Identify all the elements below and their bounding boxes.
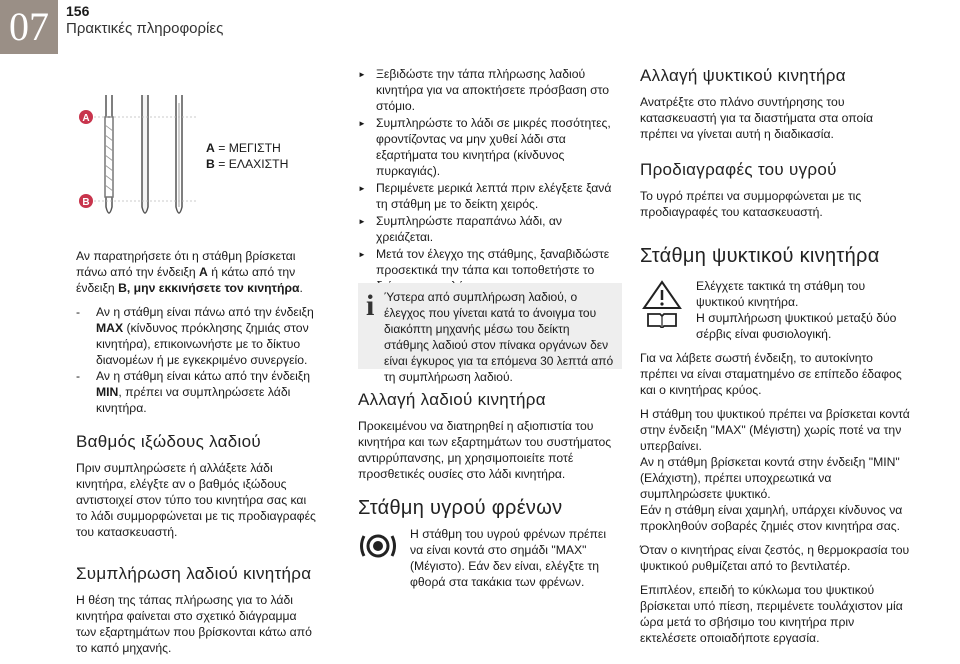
paragraph-viscosity: Πριν συμπληρώσετε ή αλλάξετε λάδι κινητήρα, ελέγξτε αν ο βαθμός ιξώδους αντιστοιχεί στον τύπο του κινητήρα σας και το λάδι συμμορφώνεται με τις προδιαγραφές του κατασκευαστή. <box>76 461 316 539</box>
info-text: Ύστερα από συμπλήρωση λαδιού, ο έλεγχος που γίνεται κατά το άνοιγμα του διακόπτη μηχανής μέσω του δείκτη στάθμης λαδιού στον πίνακα οργάνων δεν είναι έγκυρος για τα επόμενα 30 λεπτά από τη συμπλήρωση λαδιού. <box>384 290 614 384</box>
intro-paragraph <box>76 248 316 296</box>
brake-fluid-block <box>358 526 620 590</box>
legend-key-a: A <box>206 141 215 155</box>
column-2 <box>358 66 620 310</box>
list-item: ► Μετά τον έλεγχο της στάθμης, ξαναβιδώστε προσεκτικά την τάπα και τοποθετήστε το <box>358 246 620 294</box>
diagram-legend <box>206 140 288 172</box>
paragraph-fluid-spec: Το υγρό πρέπει να συμμορφώνεται με τις προδιαγραφές του κατασκευαστή. <box>640 189 862 219</box>
paragraph-oil-topup: Η θέση της τάπας πλήρωσης για το λάδι κινητήρα φαίνεται στο σχετικό διάγραμμα των εξαρτημάτων που βρίσκονται κάτω από το καπό μηχανής. <box>76 593 312 655</box>
intro-text: ή κάτω από την ένδειξη <box>76 265 296 295</box>
intro-bold: B <box>118 281 127 295</box>
paragraph-coolant-3: Όταν ο κινητήρας είναι ζεστός, η θερμοκρασία του ψυκτικού ρυθμίζεται από το βεντιλατέρ. <box>640 543 910 573</box>
bullet-text: Αν η στάθμη είναι πάνω από την ένδειξη <box>96 305 314 319</box>
paragraph-coolant-change: Ανατρέξτε στο πλάνο συντήρησης του κατασκευαστή για τα διαστήματα στα οποία πρέπει να γίνεται αυτή η διαδικασία. <box>640 95 874 141</box>
bullet-bold: MIN <box>96 385 119 399</box>
intro-text: Αν παρατηρήσετε ότι η στάθμη βρίσκεται πάνω από την ένδειξη <box>76 249 296 279</box>
paragraph-coolant-1: Για να λάβετε σωστή ένδειξη, το αυτοκίνητο πρέπει να είναι σταματημένο σε επίπεδο έδαφος και ο κινητήρας κρύος. <box>640 351 902 397</box>
list-item: ► Ξεβιδώστε την τάπα πλήρωσης λαδιού κινητήρα για να αποκτήσετε πρόσβαση στο στόμιο. <box>358 66 620 114</box>
heading-oil-change: Αλλαγή λαδιού κινητήρα <box>358 390 546 409</box>
paragraph-oil-change: Προκειμένου να διατηρηθεί η αξιοπιστία του κινητήρα και των εξαρτημάτων του συστήματος αντιρρύπανσης, μη χρησιμοποιείτε ποτέ προσθετικές ουσίες στο λάδι κινητήρα. <box>358 419 612 481</box>
coolant-level-block <box>640 278 910 342</box>
section-title: Πρακτικές πληροφορίες <box>66 20 224 37</box>
list-item: ► Συμπληρώστε το λάδι σε μικρές ποσότητες, φροντίζοντας να μην χυθεί λάδι στα εξαρτήματα του κινητήρα (κίνδυνος πυρκαγιάς). <box>358 115 620 179</box>
bullet-bold: MAX <box>96 321 124 335</box>
legend-key-b: B <box>206 157 215 171</box>
paragraph-coolant-4: Επιπλέον, επειδή το κύκλωμα του ψυκτικού βρίσκεται υπό πίεση, περιμένετε τουλάχιστον μία ώρα μετά το σβήσιμο του κινητήρα πριν εκτελέσετε οποιαδήποτε εργασία. <box>640 583 903 645</box>
heading-brake-fluid: Στάθμη υγρού φρένων <box>358 497 563 519</box>
page-number: 156 <box>66 3 90 19</box>
heading-oil-topup: Συμπλήρωση λαδιού κινητήρα <box>76 564 312 583</box>
intro-bold: , μην εκκινήσετε τον κινητήρα <box>126 281 300 295</box>
info-icon: i <box>366 289 375 322</box>
legend-text-a: = ΜΕΓΙΣΤΗ <box>214 141 281 155</box>
bullet-text: (κίνδυνος πρόκλησης ζημιάς στον κινητήρα), επικοινωνήστε με το δίκτυο διανομέων ή με εγκεκριμένο συνεργείο. <box>96 321 309 367</box>
heading-coolant-change: Αλλαγή ψυκτικού κινητήρα <box>640 66 846 85</box>
chapter-number: 07 <box>0 0 58 54</box>
topup-steps <box>358 66 620 294</box>
list-item: ► Περιμένετε μερικά λεπτά πριν ελέγξετε ξανά τη στάθμη με το δείκτη χειρός. <box>358 180 620 212</box>
column-3 <box>640 68 910 654</box>
heading-coolant-level: Στάθμη ψυκτικού κινητήρα <box>640 245 880 267</box>
list-item <box>76 304 316 368</box>
paragraph-coolant-icon: Ελέγχετε τακτικά τη στάθμη του ψυκτικού κινητήρα. Η συμπλήρωση ψυκτικού μεταξύ δύο σέρβις είναι φυσιολογική. <box>696 279 897 341</box>
intro-text: . <box>299 281 303 295</box>
bullet-text: , πρέπει να συμπληρώσετε λάδι κινητήρα. <box>96 385 291 415</box>
column-1 <box>76 248 316 664</box>
paragraph-brake-fluid: Η στάθμη του υγρού φρένων πρέπει να είναι κοντά στο σημάδι "MAX" (Μέγιστο). Εάν δεν είναι, ελέγξτε τη φθορά στα τακάκια των φρένων. <box>410 527 607 589</box>
marker-a: A <box>82 113 90 124</box>
brake-warning-icon <box>358 526 398 570</box>
coolant-warning-icon <box>640 278 684 332</box>
dipstick-right <box>176 95 182 213</box>
dipstick-diagram <box>76 95 216 237</box>
legend-text-b: = ΕΛΑΧΙΣΤΗ <box>214 157 289 171</box>
column-2-lower <box>358 392 620 590</box>
intro-bold: A <box>199 265 208 279</box>
level-markers <box>86 117 196 201</box>
level-bullets <box>76 304 316 416</box>
heading-viscosity: Βαθμός ιξώδους λαδιού <box>76 432 261 451</box>
paragraph-coolant-2: Η στάθμη του ψυκτικού πρέπει να βρίσκεται κοντά στην ένδειξη "MAX" (Μέγιστη) χωρίς ποτέ να την υπερβαίνει. Αν η στάθμη βρίσκεται κοντά στην ένδειξη "MIN" (Ελάχιστη), πρέπει υποχρεωτικά να συμπληρώσετε ψυκτικό. Εάν η στάθμη είναι χαμηλή, υπάρχει κίνδυνος να προκληθούν σοβαρές ζημιές στον κινητήρα σας. <box>640 407 910 533</box>
info-box <box>358 283 622 384</box>
list-item: ► Συμπληρώστε παραπάνω λάδι, αν χρειάζεται. <box>358 213 620 245</box>
marker-b: B <box>82 197 90 208</box>
bullet-text: Αν η στάθμη είναι κάτω από την ένδειξη <box>96 369 311 383</box>
dipstick-left <box>105 95 113 213</box>
heading-fluid-spec: Προδιαγραφές του υγρού <box>640 160 837 179</box>
list-item <box>76 368 316 416</box>
